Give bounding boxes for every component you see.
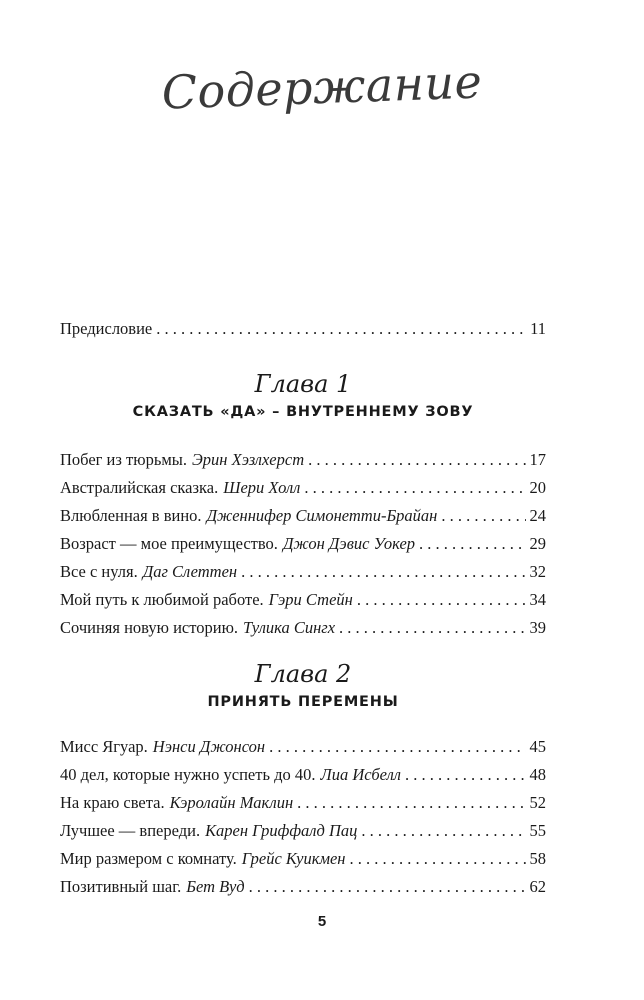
toc-entry-author: Шери Холл	[223, 478, 301, 497]
dot-leader	[339, 614, 525, 642]
chapter-label: Глава 1	[254, 370, 352, 398]
chapter-label: Глава 2	[254, 660, 352, 688]
chapter-1-entries	[60, 446, 546, 642]
dot-leader	[349, 845, 525, 873]
toc-entry-author: Кэролайн Маклин	[169, 793, 294, 812]
dot-leader	[361, 817, 525, 845]
toc-row[interactable]	[60, 315, 546, 343]
chapter-2-entries	[60, 733, 546, 901]
toc-entry-author: Грейс Куикмен	[241, 849, 346, 868]
toc-entry-title: Все с нуля.	[60, 562, 138, 581]
toc-row[interactable]	[60, 558, 546, 586]
toc-page-number: 39	[529, 618, 546, 637]
chapter-title: СКАЗАТЬ «ДА» – ВНУТРЕННЕМУ ЗОВУ	[132, 404, 474, 420]
toc-row[interactable]	[60, 586, 546, 614]
dot-leader	[441, 502, 525, 530]
toc-entry-author: Джон Дэвис Уокер	[282, 534, 416, 553]
toc-page-number: 52	[529, 793, 546, 812]
toc-entry-title: Влюбленная в вино.	[60, 506, 202, 525]
toc-page-number: 11	[530, 319, 546, 338]
toc-entry-author: Дженнифер Симонетти-Брайан	[206, 506, 438, 525]
toc-entry-title: Мой путь к любимой работе.	[60, 590, 264, 609]
dot-leader	[419, 530, 525, 558]
toc-page-number: 32	[529, 562, 546, 581]
toc-row[interactable]	[60, 817, 546, 845]
toc-entry-author: Эрин Хэзлхерст	[192, 450, 305, 469]
toc-row[interactable]	[60, 761, 546, 789]
dot-leader	[249, 873, 526, 901]
chapter-1-heading	[60, 370, 546, 420]
chapter-2-heading	[60, 660, 546, 710]
toc-page-number: 29	[529, 534, 546, 553]
toc-entry-title: Предисловие	[60, 319, 153, 338]
toc-entry-title: Позитивный шаг.	[60, 877, 182, 896]
toc-row[interactable]	[60, 733, 546, 761]
toc-entry-title: Возраст — мое преимущество.	[60, 534, 278, 553]
chapter-title: ПРИНЯТЬ ПЕРЕМЕНЫ	[207, 694, 399, 710]
toc-entry-author: Тулика Сингх	[243, 618, 336, 637]
dot-leader	[297, 789, 525, 817]
toc-entry-author: Бет Вуд	[186, 877, 245, 896]
toc-row[interactable]	[60, 873, 546, 901]
toc-row[interactable]	[60, 614, 546, 642]
toc-row[interactable]	[60, 502, 546, 530]
toc-entry-title: На краю света.	[60, 793, 165, 812]
toc-page-number: 17	[529, 450, 546, 469]
toc-row[interactable]	[60, 446, 546, 474]
toc-preface	[60, 315, 546, 343]
dot-leader	[156, 315, 526, 343]
toc-page-number: 34	[529, 590, 546, 609]
toc-page-number: 24	[529, 506, 546, 525]
toc-page-number: 62	[529, 877, 546, 896]
toc-row[interactable]	[60, 789, 546, 817]
toc-page-number: 58	[529, 849, 546, 868]
toc-entry-title: Австралийская сказка.	[60, 478, 219, 497]
toc-entry-author: Гэри Стейн	[268, 590, 353, 609]
toc-entry-author: Нэнси Джонсон	[152, 737, 266, 756]
toc-entry-title: Мисс Ягуар.	[60, 737, 148, 756]
toc-row[interactable]	[60, 474, 546, 502]
toc-entry-author: Даг Слеттен	[142, 562, 238, 581]
toc-entry-title: Лучшее — впереди.	[60, 821, 201, 840]
dot-leader	[308, 446, 525, 474]
page-number: 5	[317, 913, 327, 930]
toc-row[interactable]	[60, 845, 546, 873]
toc-entry-author: Карен Гриффалд Пац	[205, 821, 358, 840]
toc-entry-title: Побег из тюрьмы.	[60, 450, 187, 469]
toc-row[interactable]	[60, 530, 546, 558]
page-title: Содержание	[160, 54, 484, 120]
toc-page-number: 45	[529, 737, 546, 756]
toc-entry-author: Лиа Исбелл	[320, 765, 401, 784]
toc-entry-title: Мир размером с комнату.	[60, 849, 237, 868]
toc-page-number: 48	[529, 765, 546, 784]
toc-entry-title: 40 дел, которые нужно успеть до 40.	[60, 765, 316, 784]
dot-leader	[405, 761, 526, 789]
toc-page-number: 20	[529, 478, 546, 497]
toc-page-number: 55	[529, 821, 546, 840]
dot-leader	[269, 733, 525, 761]
dot-leader	[357, 586, 526, 614]
toc-entry-title: Сочиняя новую историю.	[60, 618, 239, 637]
dot-leader	[304, 474, 525, 502]
dot-leader	[241, 558, 525, 586]
